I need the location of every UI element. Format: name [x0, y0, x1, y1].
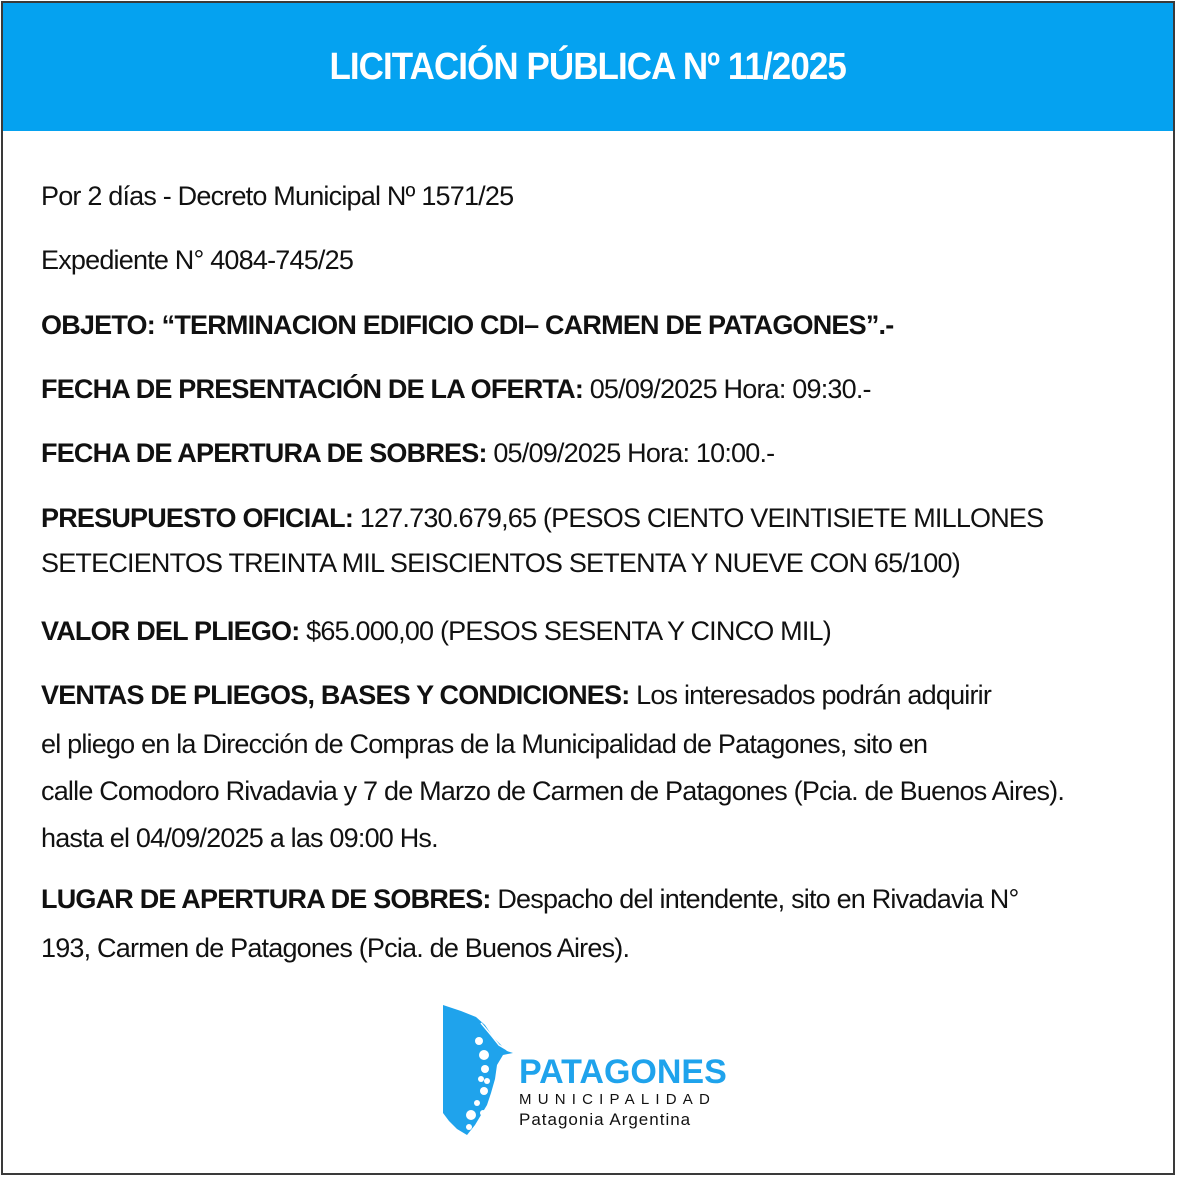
- document-value-label: VALOR DEL PLIEGO:: [41, 616, 300, 646]
- page-title: LICITACIÓN PÚBLICA Nº 11/2025: [329, 45, 847, 88]
- presentation-date-line: [41, 374, 871, 405]
- logo-subtitle: MUNICIPALIDAD: [519, 1091, 717, 1108]
- opening-place-line-2: 193, Carmen de Patagones (Pcia. de Buenos Aires).: [41, 933, 630, 963]
- notice-frame: [1, 1, 1175, 1175]
- sales-value-1: Los interesados podrán adquirir: [629, 680, 992, 710]
- opening-date-value: 05/09/2025 Hora: 10:00.-: [486, 438, 775, 468]
- document-value-line: [41, 616, 831, 647]
- presentation-date-value: 05/09/2025 Hora: 09:30.-: [583, 374, 871, 404]
- sales-line-2: el pliego en la Dirección de Compras de la Municipalidad de Patagones, sito en: [41, 729, 928, 759]
- decree-line: Por 2 días - Decreto Municipal Nº 1571/25: [41, 181, 514, 211]
- budget-line-2: SETECIENTOS TREINTA MIL SEISCIENTOS SETENTA Y NUEVE CON 65/100): [41, 548, 960, 578]
- sales-line-4: hasta el 04/09/2025 a las 09:00 Hs.: [41, 823, 438, 853]
- sales-line-3: calle Comodoro Rivadavia y 7 de Marzo de Carmen de Patagones (Pcia. de Buenos Aires).: [41, 776, 1065, 806]
- patagones-logo: [441, 1003, 761, 1143]
- logo-tagline: Patagonia Argentina: [519, 1110, 692, 1129]
- sales-line-1: [41, 680, 991, 711]
- objeto-line: OBJETO: “TERMINACION EDIFICIO CDI– CARMEN DE PATAGONES”.-: [41, 310, 894, 340]
- file-number-line: Expediente N° 4084-745/25: [41, 245, 354, 275]
- logo-title: PATAGONES: [519, 1053, 727, 1091]
- opening-date-label: FECHA DE APERTURA DE SOBRES:: [41, 438, 487, 468]
- presentation-date-label: FECHA DE PRESENTACIÓN DE LA OFERTA:: [41, 374, 584, 404]
- opening-date-line: [41, 438, 774, 469]
- opening-place-value-1: Despacho del intendente, sito en Rivadavia N°: [490, 884, 1019, 914]
- opening-place-label: LUGAR DE APERTURA DE SOBRES:: [41, 884, 491, 914]
- document-value-value: $65.000,00 (PESOS SESENTA Y CINCO MIL): [299, 616, 831, 646]
- header-banner: [3, 3, 1173, 131]
- opening-place-line-1: [41, 884, 1018, 915]
- budget-value-1: 127.730.679,65 (PESOS CIENTO VEINTISIETE MILLONES: [353, 503, 1044, 533]
- budget-label: PRESUPUESTO OFICIAL:: [41, 503, 354, 533]
- budget-line-1: [41, 503, 1043, 534]
- sales-label: VENTAS DE PLIEGOS, BASES Y CONDICIONES:: [41, 680, 630, 710]
- patagones-map-icon: [441, 1003, 521, 1138]
